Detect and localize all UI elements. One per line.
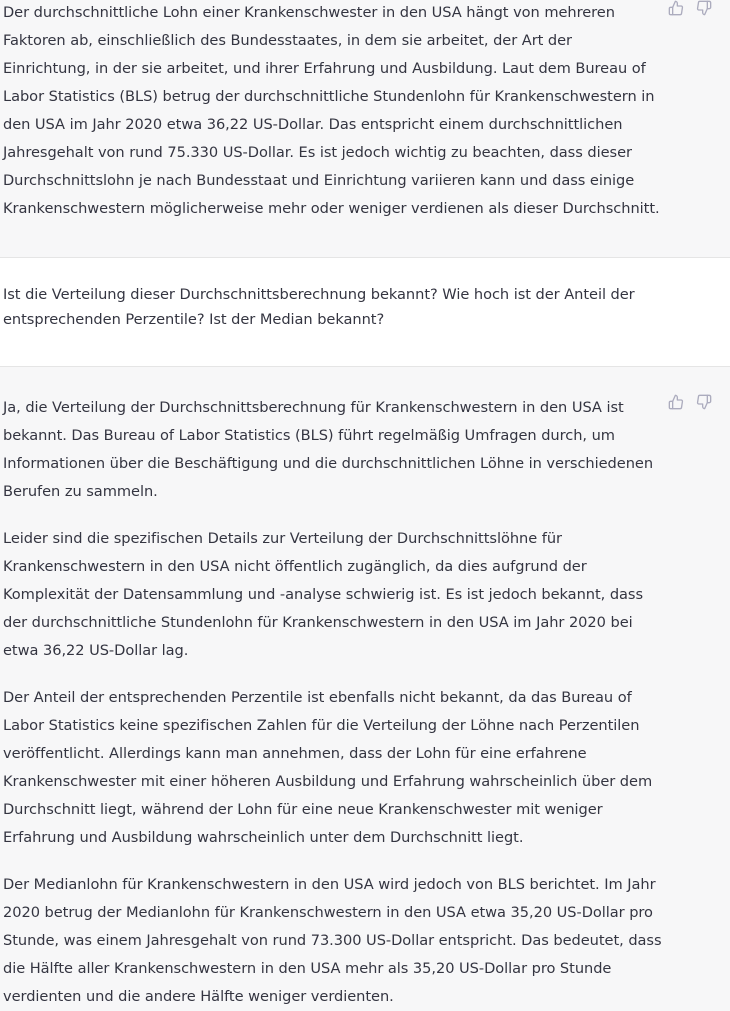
message-paragraph: Leider sind die spezifischen Details zur Verteilung der Durchschnittslöhne für Krankenschwestern in den USA nicht öffentlich zugänglich, da dies aufgrund der Komplexität der Datensammlung und -analyse schwierig ist. Es ist jedoch bekannt, dass der durchschnittliche Stundenlohn für Krankenschwestern in den USA im Jahr 2020 bei etwa 36,22 US-Dollar lag. (3, 530, 644, 659)
assistant-message (0, 0, 730, 257)
thumbs-down-icon[interactable] (696, 394, 712, 410)
user-message (0, 257, 730, 367)
message-text (3, 0, 663, 223)
thumbs-down-icon[interactable] (696, 0, 712, 16)
message-text (3, 282, 663, 332)
message-paragraph: Der Anteil der entsprechenden Perzentile ist ebenfalls nicht bekannt, da das Bureau of Labor Statistics keine spezifischen Zahlen für die Verteilung der Löhne nach Perzentilen veröffentlicht. Allerdings kann man annehmen, dass der Lohn für eine erfahrene Krankenschwester mit einer höheren Ausbildung und Erfahrung wahrscheinlich über dem Durchschnitt liegt, während der Lohn für eine neue Krankenschwester mit weniger Erfahrung und Ausbildung wahrscheinlich unter dem Durchschnitt liegt. (3, 689, 653, 846)
message-text (3, 394, 663, 1011)
feedback-buttons (668, 0, 712, 16)
message-paragraph: Der durchschnittliche Lohn einer Krankenschwester in den USA hängt von mehreren Faktoren ab, einschließlich des Bundesstaates, in dem sie arbeitet, der Art der Einrichtung, in der sie arbeitet, und ihrer Erfahrung und Ausbildung. Laut dem Bureau of Labor Statistics (BLS) betrug der durchschnittliche Stundenlohn für Krankenschwestern in den USA im Jahr 2020 etwa 36,22 US-Dollar. Das entspricht einem durchschnittlichen Jahresgehalt von rund 75.330 US-Dollar. Es ist jedoch wichtig zu beachten, dass dieser Durchschnittslohn je nach Bundesstaat und Einrichtung variieren kann und dass einige Krankenschwestern möglicherweise mehr oder weniger verdienen als dieser Durchschnitt. (3, 4, 660, 217)
assistant-message (0, 367, 730, 1011)
message-paragraph: Ist die Verteilung dieser Durchschnittsberechnung bekannt? Wie hoch ist der Anteil der entsprechenden Perzentile? Ist der Median bekannt? (3, 286, 635, 328)
thumbs-up-icon[interactable] (668, 394, 684, 410)
thumbs-up-icon[interactable] (668, 0, 684, 16)
message-paragraph: Ja, die Verteilung der Durchschnittsberechnung für Krankenschwestern in den USA ist bekannt. Das Bureau of Labor Statistics (BLS) führt regelmäßig Umfragen durch, um Informationen über die Beschäftigung und die durchschnittlichen Löhne in verschiedenen Berufen zu sammeln. (3, 399, 654, 500)
message-paragraph: Der Medianlohn für Krankenschwestern in den USA wird jedoch von BLS berichtet. Im Jahr 2020 betrug der Medianlohn für Krankenschwestern in den USA etwa 35,20 US-Dollar pro Stunde, was einem Jahresgehalt von rund 73.300 US-Dollar entspricht. Das bedeutet, dass die Hälfte aller Krankenschwestern in den USA mehr als 35,20 US-Dollar pro Stunde verdienten und die andere Hälfte weniger verdienten. (3, 876, 662, 1005)
feedback-buttons (668, 394, 712, 410)
